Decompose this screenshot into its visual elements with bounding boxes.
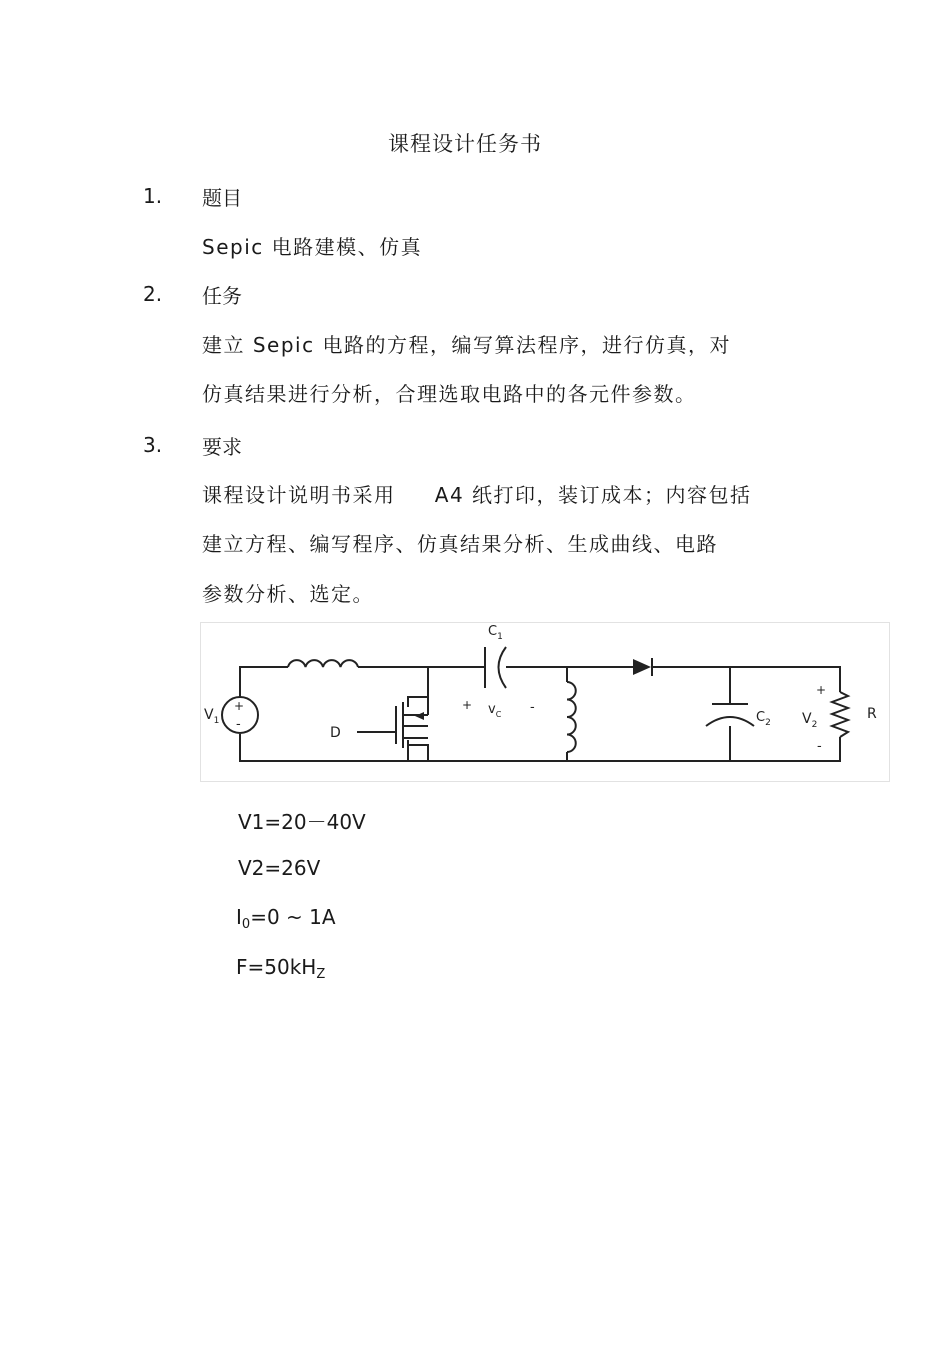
section-1-line-1: Sepic 电路建模、仿真 xyxy=(202,235,423,259)
v1-plus-sign: + xyxy=(234,699,245,713)
spec-v2: V2=26V xyxy=(238,856,321,880)
section-2-line-2: 仿真结果进行分析，合理选取电路中的各元件参数。 xyxy=(202,382,697,406)
section-1-number: 1. xyxy=(143,184,163,208)
inductor-l1 xyxy=(288,660,358,667)
spec-i0: $I_0=0$ ~ 1A xyxy=(236,905,336,932)
wires xyxy=(240,667,840,761)
d-label: D xyxy=(330,725,341,741)
spec-frequency: $F=50kH_Z$ xyxy=(236,955,326,982)
section-2-line-1: 建立 Sepic 电路的方程，编写算法程序，进行仿真，对 xyxy=(202,333,731,357)
resistor-r xyxy=(832,692,848,737)
sepic-circuit-diagram xyxy=(200,622,890,782)
capacitor-c2 xyxy=(706,704,754,726)
section-2-heading: 任务 xyxy=(202,284,242,308)
capacitor-c1 xyxy=(485,647,506,688)
r-label: R xyxy=(867,706,877,722)
diagram-frame xyxy=(201,623,890,782)
section-2-number: 2. xyxy=(143,282,163,306)
section-3-line-2: 建立方程、编写程序、仿真结果分析、生成曲线、电路 xyxy=(202,532,718,556)
c1-label: $C_1$ xyxy=(488,624,503,642)
section-3-line-1: 课程设计说明书采用 A4 纸打印，装订成本；内容包括 xyxy=(202,483,752,507)
v2-plus-sign: + xyxy=(816,683,827,697)
voltage-source-v1 xyxy=(222,697,258,733)
v1-minus-sign: - xyxy=(236,717,241,732)
section-1-heading: 题目 xyxy=(202,186,242,210)
inductor-l2 xyxy=(567,682,576,752)
document-title: 课程设计任务书 xyxy=(388,132,542,156)
v1-label: $V_1$ xyxy=(204,707,220,726)
c2-label: $C_2$ xyxy=(756,710,771,728)
section-3-number: 3. xyxy=(143,433,163,457)
diode xyxy=(633,658,652,676)
vc-label: $v_C$ xyxy=(488,702,502,719)
v2-minus-sign: - xyxy=(817,739,822,754)
vc-minus-sign: - xyxy=(530,700,535,715)
section-3-heading: 要求 xyxy=(202,435,242,459)
spec-v1: V1=20－40V xyxy=(238,810,366,834)
v2-label: $V_2$ xyxy=(802,711,818,730)
mosfet-switch xyxy=(357,702,428,748)
vc-plus-sign: + xyxy=(462,698,473,712)
section-3-line-3: 参数分析、选定。 xyxy=(202,582,374,606)
